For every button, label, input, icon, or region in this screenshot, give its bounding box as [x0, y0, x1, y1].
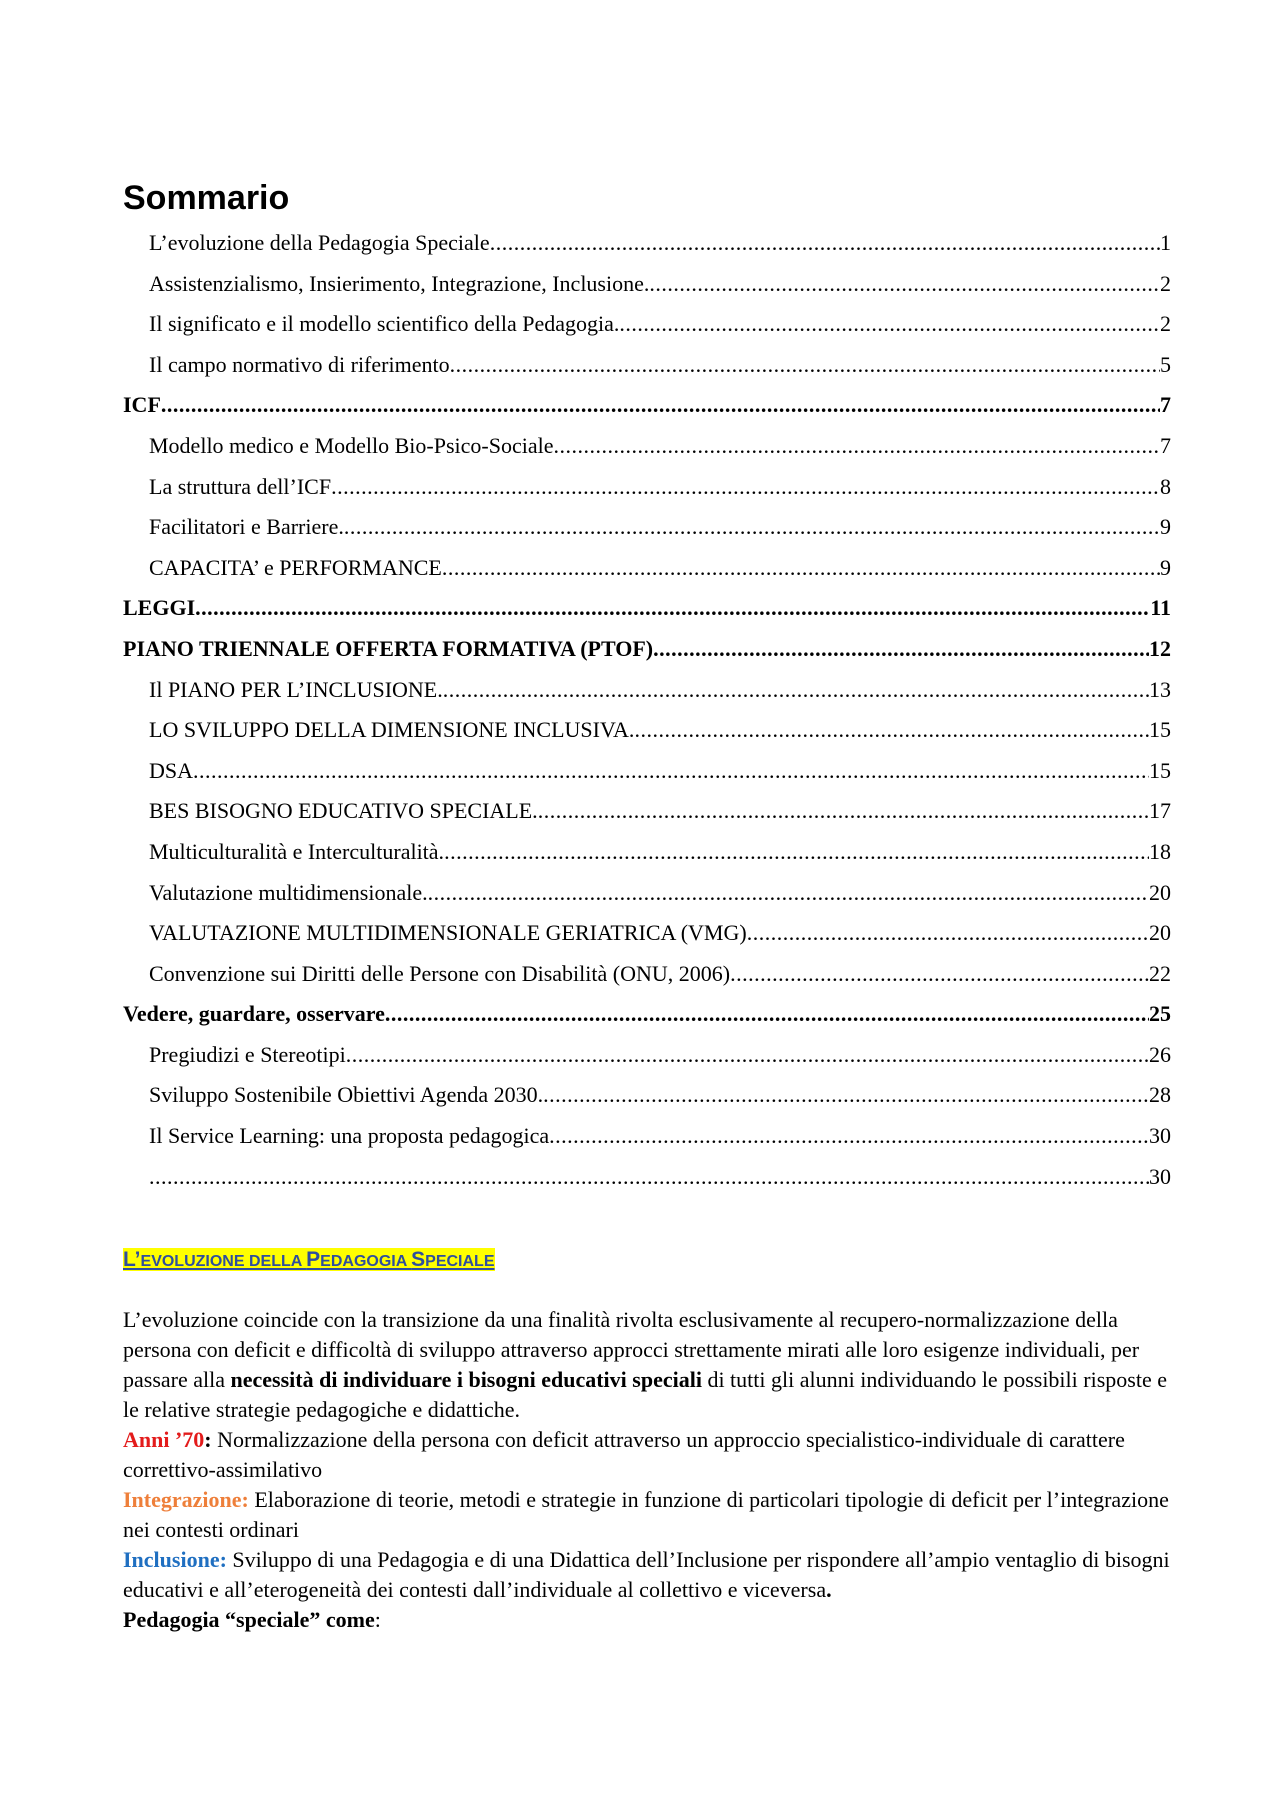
toc-entry-page: 20	[1149, 879, 1171, 905]
toc-entry-page: 25	[1149, 1001, 1171, 1027]
toc-leader-dots	[443, 675, 1149, 705]
toc-entry-page: 11	[1150, 595, 1171, 621]
toc-entry-label: PIANO TRIENNALE OFFERTA FORMATIVA (PTOF)	[123, 635, 654, 661]
toc-entry-label: Vedere, guardare, osservare	[123, 1001, 385, 1027]
toc-entry[interactable]	[123, 472, 1171, 513]
toc-leader-dots	[385, 999, 1149, 1029]
toc-entry-label: Il significato e il modello scientifico della Pedagogia.	[149, 311, 620, 337]
toc-entry-page: 12	[1149, 635, 1171, 661]
toc-leader-dots	[193, 756, 1149, 786]
toc-entry-label: DSA	[149, 757, 194, 783]
toc-entry[interactable]	[123, 350, 1171, 391]
toc-entry-label: Assistenzialismo, Insierimento, Integrazione, Inclusione.	[149, 270, 650, 296]
intro-emphasis: necessità di individuare i bisogni educativi speciali	[230, 1367, 702, 1392]
toc-entry[interactable]	[123, 228, 1171, 269]
toc-entry[interactable]	[123, 756, 1171, 797]
toc-entry-page: 15	[1149, 757, 1171, 783]
toc-entry[interactable]	[123, 431, 1171, 472]
toc-entry[interactable]	[123, 878, 1171, 919]
toc-entry-page: 7	[1160, 432, 1171, 458]
toc-entry-page: 30	[1149, 1123, 1171, 1149]
toc-entry-page: 28	[1149, 1082, 1171, 1108]
toc-entry-page: 20	[1149, 920, 1171, 946]
toc-leader-dots	[619, 309, 1160, 339]
toc-entry-page: 18	[1149, 838, 1171, 864]
toc-entry-page: 17	[1149, 798, 1171, 824]
toc-entry-label: CAPACITA’ e PERFORMANCE	[149, 554, 442, 580]
toc-entry[interactable]	[123, 1040, 1171, 1081]
toc-entry-page: 30	[1149, 1163, 1171, 1189]
toc-leader-dots	[450, 350, 1160, 380]
inclusione-paragraph: Inclusione: Sviluppo di una Pedagogia e di una Didattica dell’Inclusione per rispondere all’ampio ventaglio di bisogni educativi e all’eterogeneità dei contesti dall’individuale al collettivo e viceversa.	[123, 1547, 1170, 1602]
toc-leader-dots	[554, 431, 1161, 461]
inclusione-label: Inclusione:	[123, 1547, 227, 1572]
section-heading-highlight: L’EVOLUZIONE DELLA PEDAGOGIA SPECIALE	[123, 1248, 495, 1271]
toc-entry-label: Il Service Learning: una proposta pedagogica	[149, 1123, 550, 1149]
toc-leader-dots	[543, 1080, 1149, 1110]
toc-entry-label: Il campo normativo di riferimento	[149, 351, 450, 377]
toc-entry-label: Modello medico e Modello Bio-Psico-Sociale	[149, 432, 554, 458]
toc-entry-page: 26	[1149, 1041, 1171, 1067]
toc-entry-page: 8	[1160, 473, 1171, 499]
toc-entry-page: 2	[1160, 311, 1171, 337]
toc-entry-label: Facilitatori e Barriere.	[149, 514, 344, 540]
toc-entry-label: Multiculturalità e Interculturalità.	[149, 838, 445, 864]
toc-entry-label: Sviluppo Sostenibile Obiettivi Agenda 2030.	[149, 1082, 544, 1108]
toc-entry-page: 22	[1149, 960, 1171, 986]
toc-leader-dots	[747, 918, 1149, 948]
toc-entry[interactable]	[123, 309, 1171, 350]
toc-entry-page: 9	[1160, 554, 1171, 580]
toc-entry[interactable]	[123, 837, 1171, 878]
toc-leader-dots	[346, 1040, 1149, 1070]
toc-leader-dots	[149, 1162, 1149, 1192]
toc-entry[interactable]	[123, 715, 1171, 756]
toc-entry-label: BES BISOGNO EDUCATIVO SPECIALE.	[149, 798, 538, 824]
toc-entry[interactable]	[123, 999, 1171, 1040]
pedagogia-speciale-paragraph: Pedagogia “speciale” come:	[123, 1607, 381, 1632]
toc-entry[interactable]	[123, 634, 1171, 675]
toc-entry-label: LEGGI	[123, 595, 196, 621]
section-heading	[123, 1245, 495, 1277]
toc-entry-page: 5	[1160, 351, 1171, 377]
toc-entry-label: VALUTAZIONE MULTIDIMENSIONALE GERIATRICA (VMG)	[149, 920, 747, 946]
toc-leader-dots	[161, 390, 1160, 420]
toc-leader-dots	[653, 634, 1149, 664]
toc-entry[interactable]	[123, 553, 1171, 594]
toc-leader-dots	[428, 878, 1149, 908]
toc-entry[interactable]	[123, 593, 1171, 634]
table-of-contents	[123, 228, 1171, 1202]
toc-entry[interactable]	[123, 1162, 1171, 1203]
toc-entry-page: 13	[1149, 676, 1171, 702]
toc-entry[interactable]	[123, 796, 1171, 837]
integrazione-label: Integrazione:	[123, 1487, 249, 1512]
toc-leader-dots	[444, 837, 1149, 867]
toc-entry-label: LO SVILUPPO DELLA DIMENSIONE INCLUSIVA.	[149, 717, 635, 743]
toc-leader-dots	[344, 512, 1160, 542]
toc-leader-dots	[331, 472, 1160, 502]
toc-entry-label: Valutazione multidimensionale.	[149, 879, 428, 905]
toc-leader-dots	[634, 715, 1149, 745]
toc-leader-dots	[442, 553, 1160, 583]
toc-entry[interactable]	[123, 269, 1171, 310]
toc-entry[interactable]	[123, 390, 1171, 431]
toc-leader-dots	[490, 228, 1160, 258]
toc-entry[interactable]	[123, 512, 1171, 553]
toc-entry-page: 7	[1160, 392, 1171, 418]
toc-title: Sommario	[123, 179, 290, 217]
body-text	[123, 1305, 1173, 1635]
toc-entry[interactable]	[123, 1121, 1171, 1162]
anni-70-paragraph: Anni ’70: Normalizzazione della persona con deficit attraverso un approccio specialistico-individuale di carattere correttivo-assimilativo	[123, 1427, 1125, 1482]
toc-entry-label: L’evoluzione della Pedagogia Speciale	[149, 230, 490, 255]
toc-entry[interactable]	[123, 918, 1171, 959]
toc-leader-dots	[730, 959, 1149, 989]
intro-paragraph: L’evoluzione coincide con la transizione da una finalità rivolta esclusivamente al recupero-normalizzazione della persona con deficit e difficoltà di sviluppo attraverso approcci strettamente mirati alle loro esigenze individuali, per passare alla necessità di individuare i bisogni educativi speciali di tutti gli alunni individuando le possibili risposte e le relative strategie pedagogiche e didattiche.	[123, 1307, 1167, 1422]
toc-entry-page: 15	[1149, 717, 1171, 743]
toc-leader-dots	[538, 796, 1149, 826]
toc-entry-label: Pregiudizi e Stereotipi	[149, 1041, 346, 1067]
toc-leader-dots	[195, 593, 1150, 623]
toc-entry[interactable]	[123, 1080, 1171, 1121]
toc-entry-label: ICF	[123, 392, 161, 418]
toc-entry[interactable]	[123, 959, 1171, 1000]
anni-70-label: Anni ’70	[123, 1427, 205, 1452]
integrazione-paragraph: Integrazione: Elaborazione di teorie, metodi e strategie in funzione di particolari tipologie di deficit per l’integrazione nei contesti ordinari	[123, 1487, 1169, 1542]
toc-entry-label: La struttura dell’ICF	[149, 473, 332, 499]
toc-entry-page: 2	[1160, 270, 1171, 296]
toc-entry-label: Il PIANO PER L’INCLUSIONE.	[149, 676, 443, 702]
toc-leader-dots	[649, 269, 1160, 299]
pedagogia-speciale-label: Pedagogia “speciale” come	[123, 1607, 375, 1632]
toc-leader-dots	[549, 1121, 1149, 1151]
toc-entry-label: Convenzione sui Diritti delle Persone con Disabilità (ONU, 2006)	[149, 960, 731, 986]
toc-entry-page: 1	[1160, 230, 1171, 255]
toc-entry[interactable]	[123, 675, 1171, 716]
toc-entry-page: 9	[1160, 514, 1171, 540]
